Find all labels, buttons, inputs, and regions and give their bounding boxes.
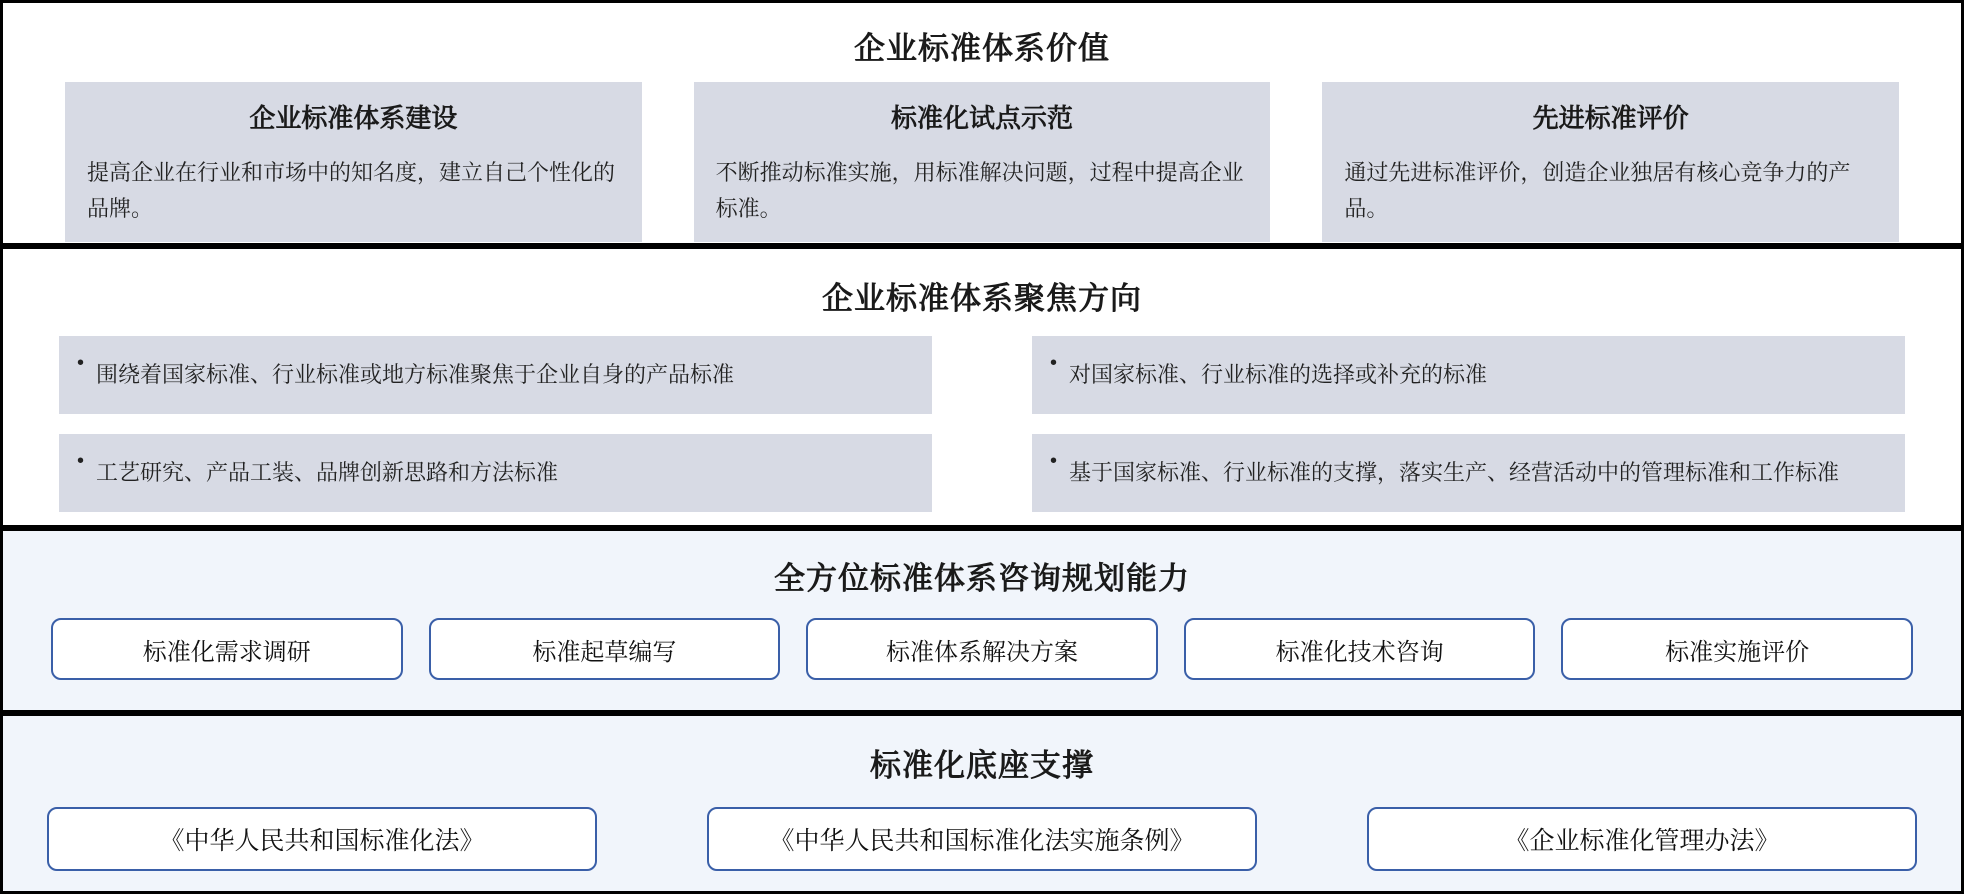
bullet-icon: •: [1050, 352, 1058, 374]
value-card-title: 企业标准体系建设: [249, 103, 458, 133]
value-card-desc: 提高企业在行业和市场中的知名度，建立自己个性化的品牌。: [87, 160, 616, 221]
focus-item-text: 对国家标准、行业标准的选择或补充的标准: [1069, 361, 1488, 387]
value-card-row: [3, 82, 1961, 242]
focus-item-text: 围绕着国家标准、行业标准或地方标准聚焦于企业自身的产品标准: [96, 361, 735, 387]
value-card: [694, 82, 1271, 242]
bullet-icon: •: [1050, 450, 1058, 472]
section-title-value: 企业标准体系价值: [854, 31, 1110, 66]
section-title-consulting: 全方位标准体系咨询规划能力: [774, 561, 1190, 596]
bullet-icon: •: [77, 352, 85, 374]
section-title-focus: 企业标准体系聚焦方向: [822, 281, 1142, 316]
base-pill-row: [3, 807, 1961, 871]
value-card: [65, 82, 642, 242]
value-card-title: 标准化试点示范: [891, 103, 1074, 133]
section-focus-direction: [0, 246, 1964, 528]
focus-column-left: [59, 336, 932, 512]
section-standardization-base: [0, 713, 1964, 894]
section-enterprise-standard-value: [0, 0, 1964, 246]
value-card-desc: 不断推动标准实施，用标准解决问题，过程中提高企业标准。: [715, 160, 1244, 221]
base-pill[interactable]: 《企业标准化管理办法》: [1367, 807, 1917, 871]
consulting-pill[interactable]: 标准化技术咨询: [1184, 618, 1536, 680]
focus-item: [1032, 336, 1905, 414]
value-card-desc: 通过先进标准评价，创造企业独居有核心竞争力的产品。: [1344, 160, 1851, 221]
focus-item-text: 基于国家标准、行业标准的支撑，落实生产、经营活动中的管理标准和工作标准: [1069, 459, 1840, 485]
consulting-pill[interactable]: 标准实施评价: [1561, 618, 1913, 680]
base-pill[interactable]: 《中华人民共和国标准化法实施条例》: [707, 807, 1257, 871]
base-pill[interactable]: 《中华人民共和国标准化法》: [47, 807, 597, 871]
focus-item: [1032, 434, 1905, 512]
focus-item-text: 工艺研究、产品工装、品牌创新思路和方法标准: [96, 459, 559, 485]
consulting-pill[interactable]: 标准化需求调研: [51, 618, 403, 680]
consulting-pill-row: [3, 618, 1961, 680]
value-card: [1322, 82, 1899, 242]
focus-item: [59, 336, 932, 414]
section-title-base: 标准化底座支撑: [870, 748, 1094, 783]
focus-grid: [3, 336, 1961, 512]
focus-column-right: [1032, 336, 1905, 512]
consulting-pill[interactable]: 标准体系解决方案: [806, 618, 1158, 680]
focus-item: [59, 434, 932, 512]
consulting-pill[interactable]: 标准起草编写: [429, 618, 781, 680]
bullet-icon: •: [77, 450, 85, 472]
value-card-title: 先进标准评价: [1532, 103, 1689, 133]
section-consulting-capability: [0, 528, 1964, 713]
